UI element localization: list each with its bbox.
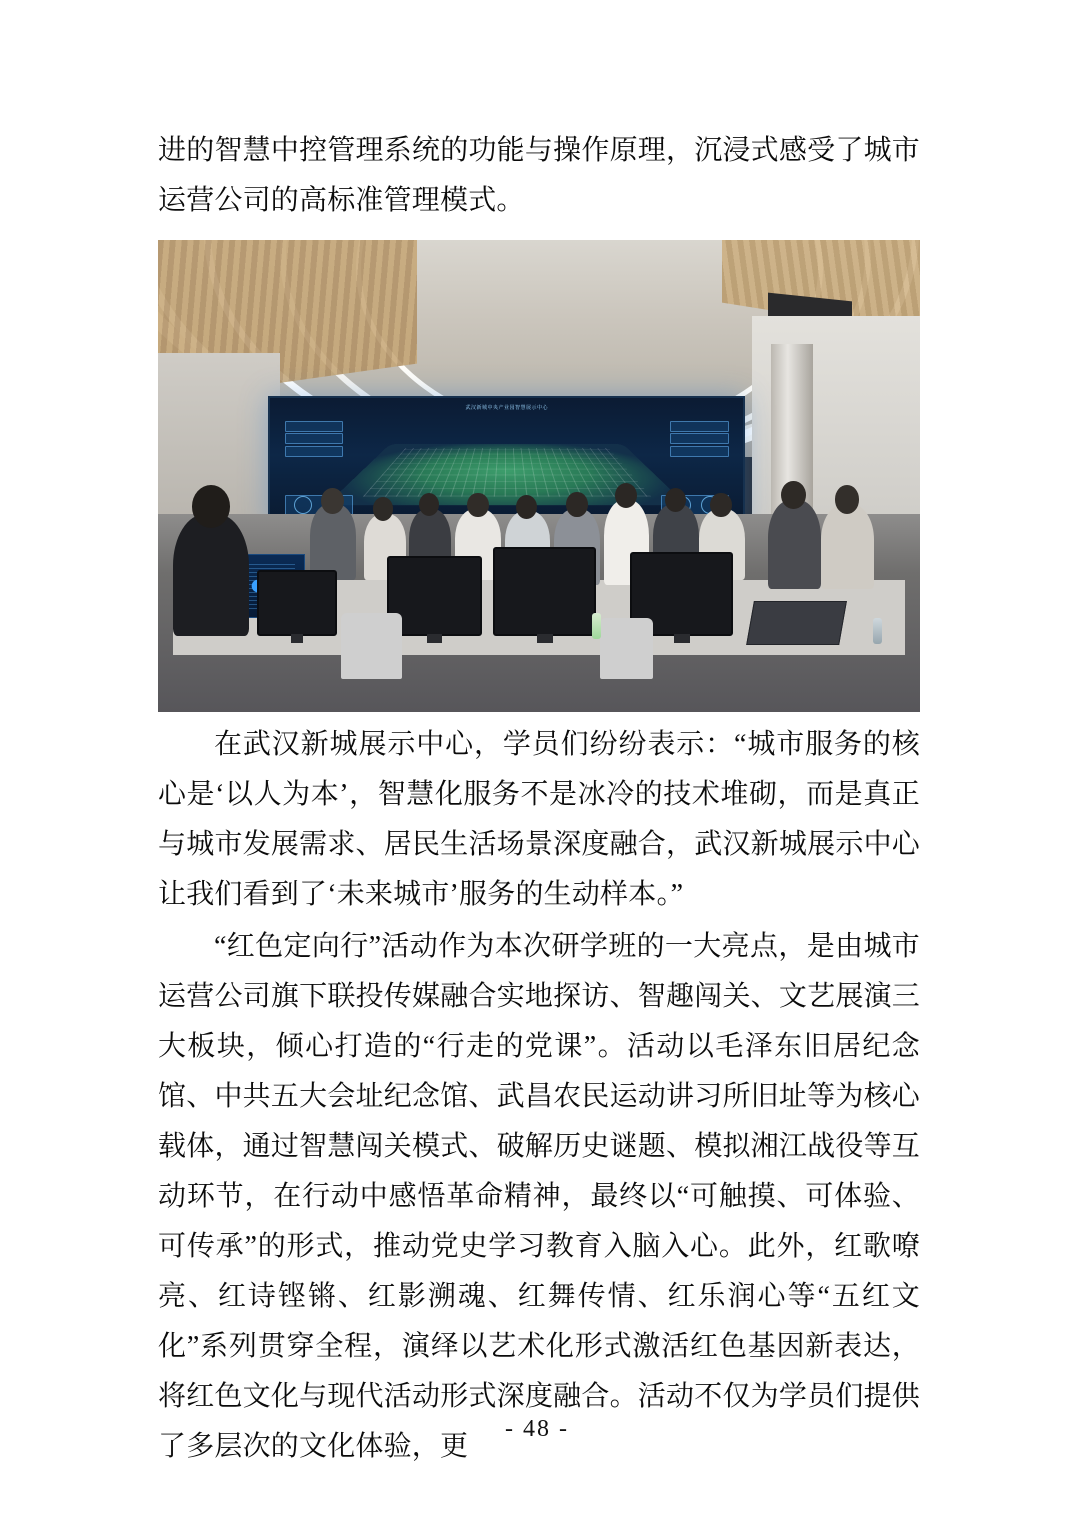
person: [821, 504, 874, 589]
person-head: [192, 485, 230, 527]
desk-monitor: [257, 570, 337, 635]
person-head: [781, 481, 805, 509]
page-content: [158, 126, 920, 1472]
led-wall-title: 武汉新城中央产业园智慧展示中心: [465, 405, 548, 412]
figure-control-room: [158, 240, 920, 712]
person: [310, 504, 356, 580]
person-head: [373, 497, 394, 521]
photo-image: [158, 240, 920, 712]
gauge-icon: [294, 496, 312, 514]
paragraph-1: 进的智慧中控管理系统的功能与操作原理，沉浸式感受了城市运营公司的高标准管理模式。: [158, 135, 920, 216]
page-number: - 48 -: [505, 1416, 569, 1442]
person: [768, 500, 821, 590]
person-foreground: [173, 514, 249, 637]
water-bottle: [873, 618, 882, 644]
desk-monitor: [493, 547, 596, 636]
laptop: [746, 601, 847, 645]
hud-panel: [285, 421, 344, 432]
paragraph-2: 在武汉新城展示中心，学员们纷纷表示：“城市服务的核心是‘以人为本’，智慧化服务不是冰冷的技术堆砌，而是真正与城市发展需求、居民生活场景深度融合，武汉新城展示中心让我们看到了‘未来城市’服务的生动样本。”: [158, 729, 920, 910]
person-head: [467, 493, 488, 518]
person-head: [835, 485, 859, 513]
office-chair: [341, 613, 402, 679]
hud-panel: [670, 433, 729, 444]
office-chair: [600, 618, 653, 679]
paragraph-3: “红色定向行”活动作为本次研学班的一大亮点，是由城市运营公司旗下联投传媒融合实地探访、智趣闯关、文艺展演三大板块，倾心打造的“行走的党课”。活动以毛泽东旧居纪念馆、中共五大会址纪念馆、武昌农民运动讲习所旧址等为核心载体，通过智慧闯关模式、破解历史谜题、模拟湘江战役等互动环节，在行动中感悟革命精神，最终以“可触摸、可体验、可传承”的形式，推动党史学习教育入脑入心。此外，红歌嘹亮、红诗铿锵、红影溯魂、红舞传情、红乐润心等“五红文化”系列贯穿全程，演绎以艺术化形式激活红色基因新表达，将红色文化与现代活动形式深度融合。活动不仅为学员们提供了多层次的文化体验，更: [158, 931, 920, 1462]
hud-panel: [285, 446, 344, 457]
water-bottle: [592, 613, 601, 639]
hud-panel: [670, 421, 729, 432]
hud-panel: [670, 446, 729, 457]
hud-panel: [285, 433, 344, 444]
person-head: [710, 493, 731, 518]
person-head: [321, 488, 344, 514]
person-head: [566, 492, 587, 517]
person-head: [419, 493, 440, 517]
